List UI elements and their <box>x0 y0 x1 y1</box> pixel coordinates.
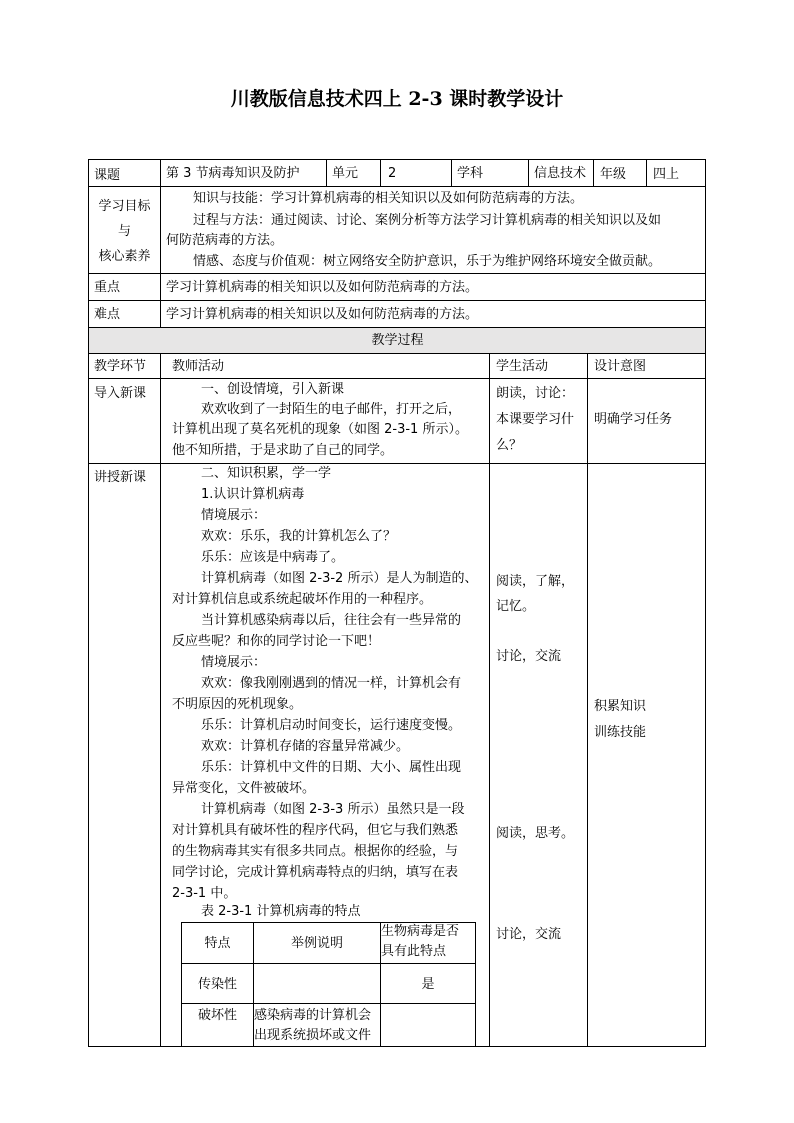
intro-teacher-line4: 他不知所措，于是求助了自己的同学。 <box>172 443 394 458</box>
lecture-line: 欢欢：乐乐，我的计算机怎么了？ <box>201 529 397 544</box>
lecture-line: 情境展示： <box>201 655 267 670</box>
lecture-line: 的生物病毒其实有很多共同点。根据你的经验，与 <box>172 844 459 859</box>
lecture-line: 同学讨论，完成计算机病毒特点的归纳，填写在表 <box>172 865 459 880</box>
col-student-header: 学生活动 <box>496 359 549 374</box>
lecture-line: 计算机病毒（如图 2-3-2 所示）是人为制造的、 <box>201 571 478 586</box>
discipline-value: 信息技术 <box>534 166 587 181</box>
goal-process-b: 何防范病毒的方法。 <box>166 233 284 248</box>
lecture-line: 计算机病毒（如图 2-3-3 所示）虽然只是一段 <box>201 802 465 817</box>
grade-label: 年级 <box>600 167 627 182</box>
inner-header-bio-a: 生物病毒是否 <box>381 924 460 939</box>
inner-row2-example-a: 感染病毒的计算机会 <box>254 1008 372 1023</box>
col-teacher-header: 教师活动 <box>172 359 225 374</box>
inner-header-example: 举例说明 <box>290 936 343 951</box>
lecture-intent-1: 积累知识 <box>594 699 647 714</box>
intro-intent: 明确学习任务 <box>594 412 673 427</box>
inner-row2-example-b: 出现系统损坏或文件 <box>254 1028 372 1043</box>
grade-value: 四上 <box>653 167 680 182</box>
unit-value: 2 <box>388 166 397 181</box>
intro-teacher-line3: 计算机出现了莫名死机的现象（如图 2-3-1 所示）。 <box>172 422 468 437</box>
lecture-line: 反应些呢？和你的同学讨论一下吧！ <box>172 634 381 649</box>
goals-label-line2: 与 <box>117 224 131 239</box>
lecture-intent-2: 训练技能 <box>594 725 647 740</box>
intro-student-line1: 朗读，讨论： <box>496 386 575 401</box>
goals-label-line3: 核心素养 <box>98 249 151 264</box>
lecture-line: 欢欢：计算机存储的容量异常减少。 <box>201 739 410 754</box>
lecture-line: 对计算机信息或系统起破坏作用的一种程序。 <box>172 592 433 607</box>
lecture-line: 异常变化，文件被破坏。 <box>172 781 316 796</box>
lecture-stage: 讲授新课 <box>94 470 147 485</box>
discipline-label: 学科 <box>457 166 484 181</box>
lecture-line: 2-3-1 中。 <box>172 886 237 901</box>
subject-label: 课题 <box>94 168 121 183</box>
inner-header-feature: 特点 <box>204 936 231 951</box>
intro-teacher-line2: 欢欢收到了一封陌生的电子邮件，打开之后， <box>201 402 462 417</box>
lecture-line: 二、知识积累，学一学 <box>201 466 332 481</box>
col-stage-header: 教学环节 <box>94 359 147 374</box>
intro-student-line3: 么？ <box>496 438 523 453</box>
lecture-line: 1.认识计算机病毒 <box>201 487 305 502</box>
difficulty-label: 难点 <box>94 307 121 322</box>
subject-value: 第 3 节病毒知识及防护 <box>166 166 300 181</box>
goal-attitude: 情感、态度与价值观：树立网络安全防护意识，乐于为维护网络环境安全做贡献。 <box>193 254 662 269</box>
difficulty-text: 学习计算机病毒的相关知识以及如何防范病毒的方法。 <box>166 307 479 322</box>
lecture-line: 不明原因的死机现象。 <box>172 697 303 712</box>
intro-stage: 导入新课 <box>94 386 147 401</box>
lecture-line: 情境展示： <box>201 508 267 523</box>
intro-student-line2: 本课要学习什 <box>496 412 575 427</box>
goal-knowledge: 知识与技能：学习计算机病毒的相关知识以及如何防范病毒的方法。 <box>193 191 584 206</box>
lecture-student-read-a: 阅读，了解， <box>496 574 575 589</box>
inner-row2-feature: 破坏性 <box>197 1008 237 1023</box>
lecture-line: 乐乐：计算机启动时间变长，运行速度变慢。 <box>201 718 462 733</box>
col-intent-header: 设计意图 <box>594 359 647 374</box>
goal-process-a: 过程与方法：通过阅读、讨论、案例分析等方法学习计算机病毒的相关知识以及如 <box>193 213 662 228</box>
lecture-line: 欢欢：像我刚刚遇到的情况一样，计算机会有 <box>201 676 462 691</box>
lecture-student-discuss1: 讨论，交流 <box>496 649 562 664</box>
lecture-student-think: 阅读，思考。 <box>496 826 575 841</box>
lecture-line: 当计算机感染病毒以后，往往会有一些异常的 <box>201 613 462 628</box>
lecture-line: 对计算机具有破坏性的程序代码，但它与我们熟悉 <box>172 823 459 838</box>
unit-label: 单元 <box>332 166 359 181</box>
lecture-student-discuss2: 讨论，交流 <box>496 927 562 942</box>
lecture-student-read-b: 记忆。 <box>496 599 536 614</box>
inner-row1-feature: 传染性 <box>197 977 237 992</box>
intro-teacher-line1: 一、创设情境，引入新课 <box>201 382 345 397</box>
inner-header-bio-b: 具有此特点 <box>381 944 447 959</box>
process-heading: 教学过程 <box>371 333 424 348</box>
inner-row1-bio: 是 <box>421 977 435 992</box>
key-point-text: 学习计算机病毒的相关知识以及如何防范病毒的方法。 <box>166 280 479 295</box>
key-point-label: 重点 <box>94 280 121 295</box>
lecture-line: 乐乐：应该是中病毒了。 <box>201 550 345 565</box>
lecture-line: 乐乐：计算机中文件的日期、大小、属性出现 <box>201 760 462 775</box>
table-caption: 表 2-3-1 计算机病毒的特点 <box>201 904 361 919</box>
page-title: 川教版信息技术四上 2-3 课时教学设计 <box>230 88 564 110</box>
goals-label-line1: 学习目标 <box>98 199 151 214</box>
